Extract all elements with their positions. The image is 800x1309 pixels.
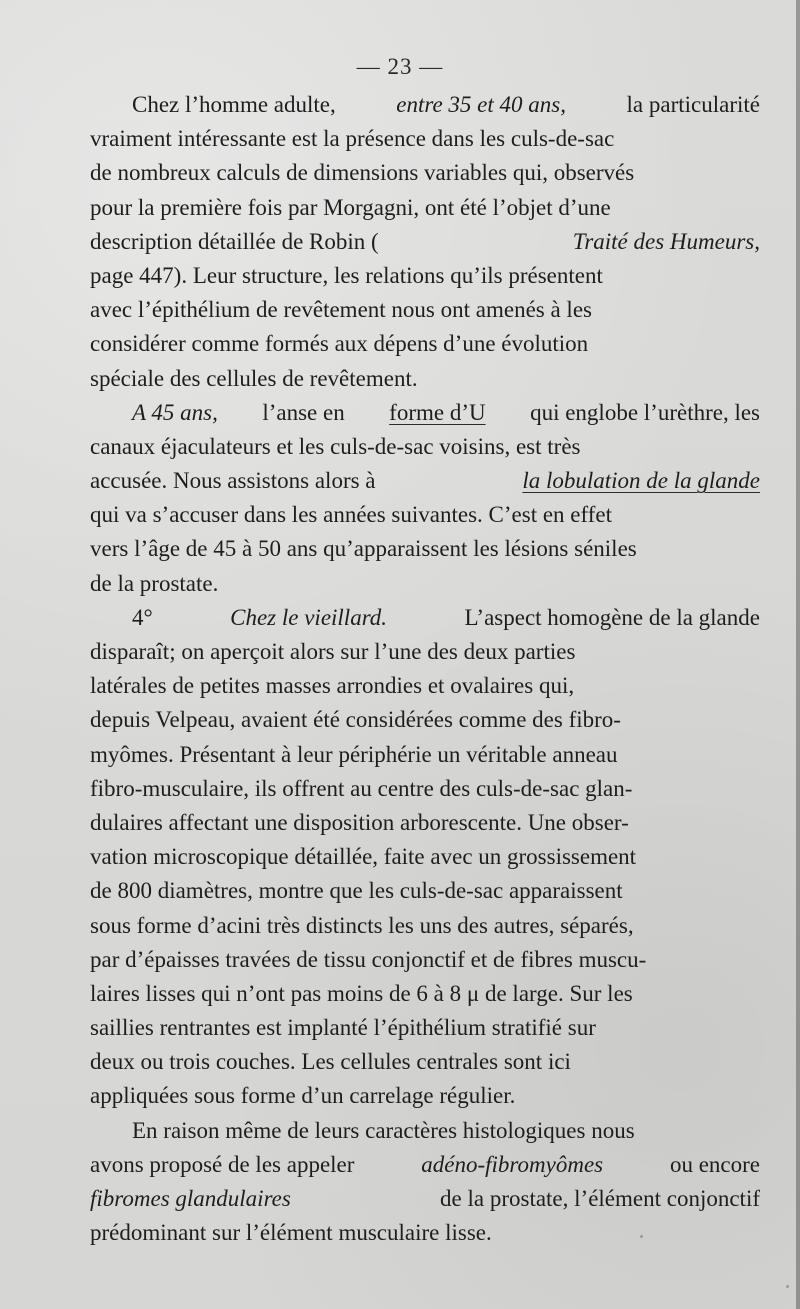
body-text bbox=[90, 88, 760, 1250]
text-segment: de la prostate. bbox=[90, 570, 219, 596]
text-segment: saillies rentrantes est implanté l’épithélium stratifié sur bbox=[90, 1015, 596, 1041]
text-segment: prédominant sur l’élément musculaire lisse. bbox=[90, 1220, 492, 1246]
text-segment: par d’épaisses travées de tissu conjonctif et de fibres muscu- bbox=[90, 946, 647, 972]
text-line bbox=[90, 635, 760, 669]
text-line bbox=[90, 532, 760, 566]
text-segment: fibro-musculaire, ils offrent au centre des culs-de-sac glan- bbox=[90, 775, 633, 801]
text-segment: de la prostate, l’élément conjonctif bbox=[440, 1186, 760, 1211]
text-segment: avons proposé de les appeler bbox=[90, 1151, 355, 1177]
paragraph-1 bbox=[90, 88, 760, 396]
text-line bbox=[90, 1216, 760, 1250]
text-segment: vation microscopique détaillée, faite avec un grossissement bbox=[90, 844, 637, 870]
paragraph-3 bbox=[90, 601, 760, 1114]
text-segment: de nombreux calculs de dimensions variables qui, observés bbox=[90, 160, 635, 186]
text-segment: En raison même de leurs caractères histologiques nous bbox=[132, 1117, 635, 1143]
text-segment: myômes. Présentant à leur périphérie un véritable anneau bbox=[90, 741, 618, 767]
text-segment: l’anse en bbox=[262, 399, 345, 425]
italic-segment: entre 35 et 40 ans, bbox=[396, 92, 566, 117]
text-segment: deux ou trois couches. Les cellules centrales sont ici bbox=[90, 1049, 571, 1075]
text-segment: 4° bbox=[132, 604, 153, 630]
text-segment: ou encore bbox=[669, 1151, 760, 1177]
text-line bbox=[90, 1045, 760, 1079]
text-line bbox=[90, 122, 760, 156]
text-line bbox=[90, 1011, 760, 1045]
text-line bbox=[90, 1114, 760, 1148]
text-line bbox=[90, 943, 760, 977]
text-line bbox=[90, 567, 760, 601]
pencil-underline: la lobulation de la glande bbox=[522, 468, 760, 494]
text-line bbox=[90, 1182, 760, 1216]
text-segment: dulaires affectant une disposition arborescente. Une obser- bbox=[90, 809, 629, 835]
text-line bbox=[90, 669, 760, 703]
text-segment: latérales de petites masses arrondies et ovalaires qui, bbox=[90, 673, 575, 699]
text-line bbox=[90, 874, 760, 908]
text-line bbox=[90, 909, 760, 943]
text-line bbox=[90, 738, 760, 772]
text-line bbox=[90, 464, 760, 498]
ink-speck bbox=[786, 1285, 789, 1288]
text-segment: disparaît; on aperçoit alors sur l’une des deux parties bbox=[90, 639, 576, 664]
text-line bbox=[90, 396, 760, 430]
text-line bbox=[90, 191, 760, 225]
text-line bbox=[90, 840, 760, 874]
text-segment: description détaillée de Robin ( bbox=[90, 228, 379, 254]
text-segment: avec l’épithélium de revêtement nous ont amenés à les bbox=[90, 297, 592, 323]
text-line bbox=[90, 703, 760, 737]
ink-speck bbox=[640, 1235, 643, 1238]
italic-segment: Chez le vieillard. bbox=[230, 604, 388, 630]
text-segment: spéciale des cellules de revêtement. bbox=[90, 365, 418, 391]
text-segment: accusée. Nous assistons alors à bbox=[90, 468, 376, 494]
italic-segment: fibromes glandulaires bbox=[90, 1186, 291, 1211]
page-number: — 23 — bbox=[356, 54, 444, 79]
text-line bbox=[90, 498, 760, 532]
text-segment: qui englobe l’urèthre, les bbox=[530, 399, 760, 425]
text-line bbox=[90, 225, 760, 259]
text-segment: qui va s’accuser dans les années suivantes. C’est en effet bbox=[90, 502, 613, 528]
pencil-underline: forme d’U bbox=[389, 399, 486, 425]
text-segment: sous forme d’acini très distincts les uns des autres, séparés, bbox=[90, 912, 634, 938]
text-line bbox=[90, 88, 760, 122]
text-segment: pour la première fois par Morgagni, ont été l’objet d’une bbox=[90, 194, 611, 220]
text-segment: vers l’âge de 45 à 50 ans qu’apparaissent les lésions séniles bbox=[90, 536, 637, 562]
italic-segment: Traité des Humeurs, bbox=[572, 228, 760, 254]
text-segment: depuis Velpeau, avaient été considérées comme des fibro- bbox=[90, 707, 621, 733]
text-segment: appliquées sous forme d’un carrelage régulier. bbox=[90, 1083, 516, 1109]
text-line bbox=[90, 772, 760, 806]
text-line bbox=[90, 1148, 760, 1182]
text-segment: vraiment intéressante est la présence dans les culs-de-sac bbox=[90, 126, 615, 152]
text-segment: de 800 diamètres, montre que les culs-de-sac apparaissent bbox=[90, 878, 623, 904]
italic-segment: A 45 ans, bbox=[132, 399, 218, 425]
text-line bbox=[90, 327, 760, 361]
paragraph-4 bbox=[90, 1114, 760, 1251]
text-line bbox=[90, 156, 760, 190]
text-line bbox=[90, 430, 760, 464]
text-segment: L’aspect homogène de la glande bbox=[464, 604, 760, 630]
text-line bbox=[90, 362, 760, 396]
text-line bbox=[90, 601, 760, 635]
text-line bbox=[90, 259, 760, 293]
italic-segment: adéno-fibromyômes bbox=[421, 1151, 604, 1177]
page-edge-shadow bbox=[796, 0, 800, 1309]
text-line bbox=[90, 806, 760, 840]
paragraph-2 bbox=[90, 396, 760, 601]
text-line bbox=[90, 977, 760, 1011]
text-segment: page 447). Leur structure, les relations qu’ils présentent bbox=[90, 262, 603, 288]
text-line bbox=[90, 293, 760, 327]
text-line bbox=[90, 1079, 760, 1113]
text-segment: laires lisses qui n’ont pas moins de 6 à 8 μ de large. Sur les bbox=[90, 980, 633, 1006]
text-segment: canaux éjaculateurs et les culs-de-sac voisins, est très bbox=[90, 433, 581, 459]
text-segment: considérer comme formés aux dépens d’une évolution bbox=[90, 331, 589, 357]
text-segment: la particularité bbox=[626, 92, 760, 117]
text-segment: Chez l’homme adulte, bbox=[132, 92, 336, 117]
